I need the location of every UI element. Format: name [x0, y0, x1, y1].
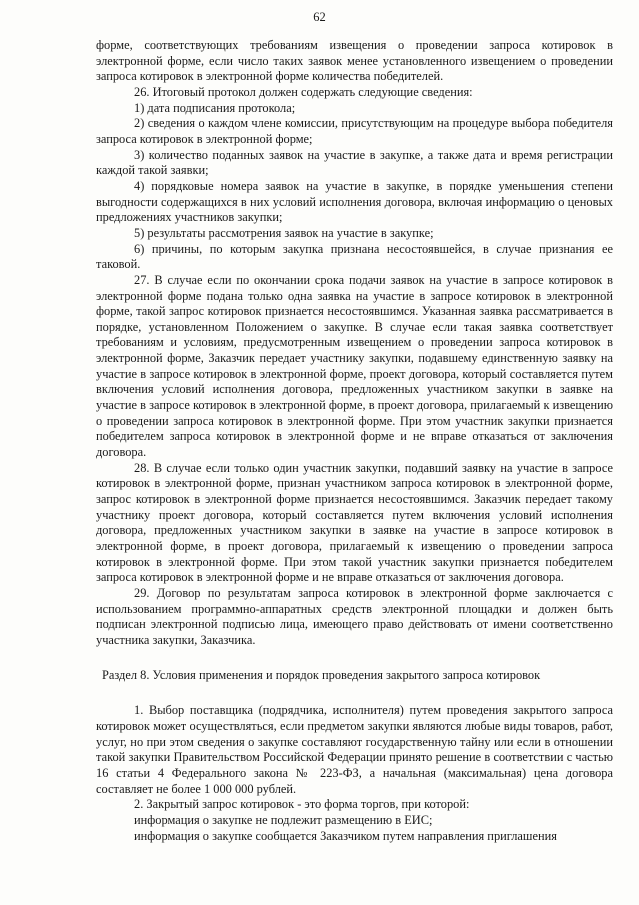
list-item-26-5: 5) результаты рассмотрения заявок на участие в закупке; [134, 225, 434, 240]
paragraph-section8-2a: информация о закупке не подлежит размещению в ЕИС; [134, 812, 433, 827]
list-item-26-6: 6) причины, по которым закупка признана несостоявшейся, в случае признания ее таковой. [96, 241, 613, 272]
list-item-26-3: 3) количество поданных заявок на участие в закупке, а также дата и время регистрации каждой такой заявки; [96, 147, 613, 178]
document-body [96, 38, 613, 844]
paragraph-section8-1: 1. Выбор поставщика (подрядчика, исполнителя) путем проведения закрытого запроса котировок может осуществляться, если предметом закупки являются любые виды товаров, работ, услуг, но при этом сведения о закупке составляют государственную тайну или если в отношении такой закупки Правительством Российской Федерации принято решение в соответствии с частью 16 статьи 4 Федерального закона № 223-ФЗ, а начальная (максимальная) цена договора составляет не более 1 000 000 рублей. [96, 703, 613, 796]
paragraph-section8-2: 2. Закрытый запрос котировок - это форма торгов, при которой: [134, 797, 470, 812]
paragraph-27: 27. В случае если по окончании срока подачи заявок на участие в запросе котировок в электронной форме подана только одна заявка на участие в запросе котировок в электронной форме, такой запрос котировок признается несостоявшимся. Указанная заявка рассматривается в порядке, установленном Положением о закупке. В случае если такая заявка соответствует требованиям и условиям, предусмотренным извещением о проведении запроса котировок в электронной форме, Заказчик передает участнику закупки, подавшему единственную заявку на участие в запросе котировок в электронной форме, проект договора, который составляется путем включения условий исполнения договора, предложенных участником закупки в заявке на участие в запросе котировок в электронной форме, в проект договора, прилагаемый к извещению о проведении запроса котировок в электронной форме. При этом участник закупки признается победителем запроса котировок в электронной форме и не вправе отказаться от заключения договора. [96, 272, 613, 460]
paragraph-continuation: форме, соответствующих требованиям извещения о проведении запроса котировок в электронной форме, если число таких заявок менее установленного извещением о проведении запроса котировок в электронной форме количества победителей. [96, 38, 613, 84]
paragraph-29: 29. Договор по результатам запроса котировок в электронной форме заключается с использованием программно-аппаратных средств электронной площадки и должен быть подписан электронной подписью лица, имеющего право действовать от имени соответственно участника закупки, Заказчика. [96, 585, 613, 647]
list-item-26-2: 2) сведения о каждом члене комиссии, присутствующим на процедуре выбора победителя запроса котировок в электронной форме; [96, 116, 613, 146]
section-heading: Раздел 8. Условия применения и порядок проведения закрытого запроса котировок [102, 667, 541, 682]
page-number: 62 [313, 10, 326, 24]
paragraph-26: 26. Итоговый протокол должен содержать следующие сведения: [134, 84, 473, 99]
list-item-26-1: 1) дата подписания протокола; [134, 100, 296, 115]
paragraph-28: 28. В случае если только один участник закупки, подавший заявку на участие в запросе котировок в электронной форме, признан участником запроса котировок в электронной форме, запрос котировок в электронной форме признается несостоявшимся. Заказчик передает такому участнику проект договора, который составляется путем включения условий исполнения договора, предложенных участником закупки в заявке на участие в запросе котировок в электронной форме, в проект договора, прилагаемый к извещению о проведении запроса котировок в электронной форме. При этом такой участник закупки признается победителем запроса котировок в электронной форме и не вправе отказаться от заключения договора. [96, 460, 613, 585]
list-item-26-4: 4) порядковые номера заявок на участие в закупке, в порядке уменьшения степени выгодности содержащихся в них условий исполнения договора, включая информацию о ценовых предложениях участников закупки; [96, 178, 613, 225]
paragraph-section8-2b: информация о закупке сообщается Заказчиком путем направления приглашения [134, 828, 557, 843]
